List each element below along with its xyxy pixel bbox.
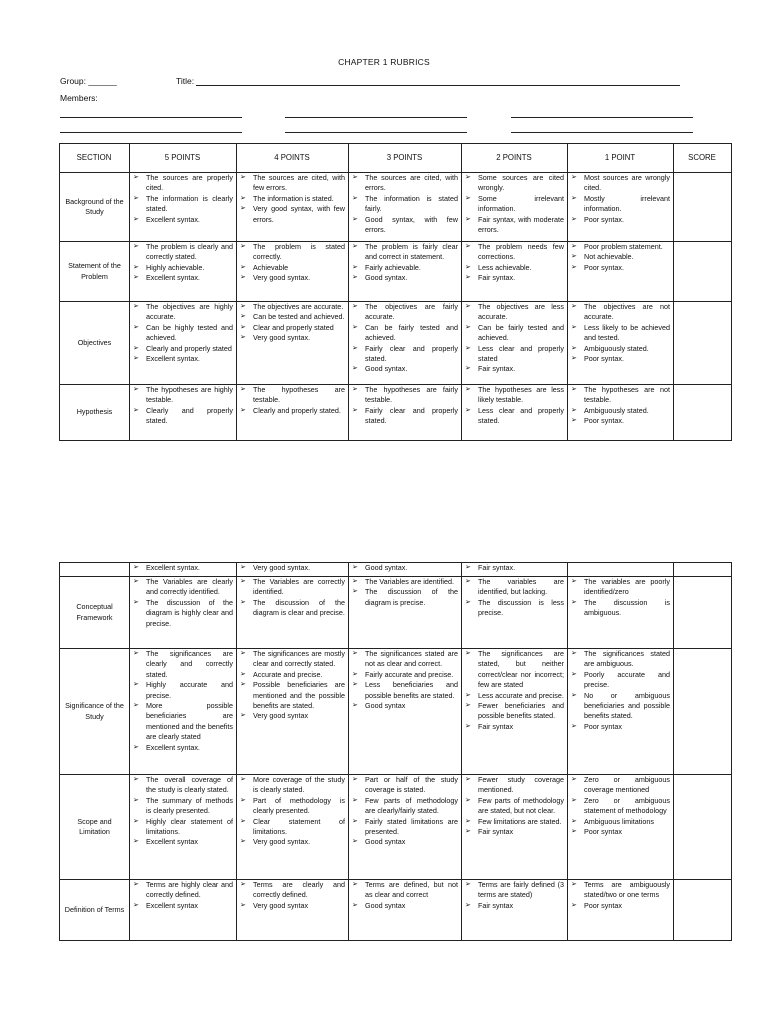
cell-2-points: [462, 302, 568, 385]
criteria-list: [464, 173, 564, 235]
criteria-list: [351, 242, 458, 284]
criteria-item: ➢ Fair syntax: [464, 827, 564, 837]
criteria-item: ➢ Ambiguously stated.: [570, 406, 670, 416]
header-4-points: 4 POINTS: [237, 144, 349, 173]
table-row: [60, 563, 732, 577]
section-name: Background of the Study: [60, 173, 130, 242]
criteria-item: ➢ Terms are highly clear and correctly defined.: [132, 880, 233, 901]
criteria-item: ➢ The objectives are highly accurate.: [132, 302, 233, 323]
criteria-list: [570, 385, 670, 427]
section-name: Statement of the Problem: [60, 242, 130, 302]
criteria-item: ➢ Fair syntax.: [464, 273, 564, 283]
criteria-item: ➢ Possible beneficiaries are mentioned and the possible benefits are stated.: [239, 680, 345, 711]
member-line-4: [60, 132, 242, 133]
criteria-item: ➢ Good syntax.: [351, 273, 458, 283]
member-line-5: [285, 132, 467, 133]
cell-2-points: [462, 880, 568, 941]
title-line: [196, 85, 680, 86]
criteria-item: ➢ Less accurate and precise.: [464, 691, 564, 701]
cell-1-point: [568, 385, 674, 441]
criteria-item: ➢ The summary of methods is clearly presented.: [132, 796, 233, 817]
criteria-list: [239, 302, 345, 344]
cell-1-point: [568, 775, 674, 880]
cell-2-points: [462, 242, 568, 302]
criteria-item: ➢ Very good syntax: [239, 901, 345, 911]
criteria-list: [132, 302, 233, 364]
criteria-item: ➢ The discussion of the diagram is highly clear and precise.: [132, 598, 233, 629]
criteria-item: ➢ Fair syntax: [464, 722, 564, 732]
criteria-list: [464, 577, 564, 619]
criteria-item: ➢ Very good syntax.: [239, 273, 345, 283]
table-row: [60, 242, 732, 302]
cell-1-point: [568, 649, 674, 775]
table-row: [60, 173, 732, 242]
table-row: [60, 775, 732, 880]
criteria-item: ➢ Fair syntax, with moderate errors.: [464, 215, 564, 236]
table-row: [60, 302, 732, 385]
section-name: Definition of Terms: [60, 880, 130, 941]
criteria-item: ➢ The discussion of the diagram is clear and precise.: [239, 598, 345, 619]
header-1-point: 1 POINT: [568, 144, 674, 173]
cell-4-points: [237, 563, 349, 577]
criteria-item: ➢ Good syntax.: [351, 563, 458, 573]
cell-5-points: [130, 173, 237, 242]
criteria-item: ➢ Terms are ambiguously stated/two or one terms: [570, 880, 670, 901]
cell-1-point: [568, 173, 674, 242]
criteria-list: [239, 563, 345, 573]
criteria-item: ➢ The information is stated.: [239, 194, 345, 204]
criteria-list: [239, 173, 345, 225]
cell-4-points: [237, 775, 349, 880]
criteria-item: ➢ Ambiguous limitations: [570, 817, 670, 827]
criteria-item: ➢ Accurate and precise.: [239, 670, 345, 680]
criteria-item: ➢ Highly clear statement of limitations.: [132, 817, 233, 838]
criteria-list: [132, 242, 233, 284]
criteria-item: ➢ Good syntax: [351, 701, 458, 711]
criteria-list: [239, 385, 345, 416]
score-cell[interactable]: [674, 563, 732, 577]
criteria-item: ➢ Fairly achievable.: [351, 263, 458, 273]
criteria-item: ➢ Very good syntax.: [239, 563, 345, 573]
criteria-list: [132, 649, 233, 753]
criteria-item: ➢ The variables are identified, but lacking.: [464, 577, 564, 598]
cell-4-points: [237, 880, 349, 941]
criteria-list: [132, 563, 233, 573]
criteria-item: ➢ Part or half of the study coverage is stated.: [351, 775, 458, 796]
criteria-item: ➢ Excellent syntax.: [132, 354, 233, 364]
criteria-item: ➢ Poor syntax.: [570, 416, 670, 426]
cell-5-points: [130, 385, 237, 441]
criteria-item: ➢ Very good syntax: [239, 711, 345, 721]
cell-4-points: [237, 173, 349, 242]
score-cell[interactable]: [674, 649, 732, 775]
criteria-item: ➢ The problem is fairly clear and correct in statement.: [351, 242, 458, 263]
criteria-item: ➢ Terms are fairly defined (3 terms are stated): [464, 880, 564, 901]
table-row: [60, 577, 732, 649]
criteria-item: ➢ The problem is clearly and correctly stated.: [132, 242, 233, 263]
cell-3-points: [349, 563, 462, 577]
criteria-item: ➢ The hypotheses are less likely testable.: [464, 385, 564, 406]
score-cell[interactable]: [674, 302, 732, 385]
criteria-item: ➢ Fairly accurate and precise.: [351, 670, 458, 680]
criteria-list: [570, 880, 670, 911]
criteria-item: ➢ Fairly clear and properly stated.: [351, 344, 458, 365]
criteria-item: ➢ The sources are properly cited.: [132, 173, 233, 194]
score-cell[interactable]: [674, 775, 732, 880]
criteria-item: ➢ The significances are stated, but neither correct/clear nor incorrect; few are stated: [464, 649, 564, 691]
cell-3-points: [349, 577, 462, 649]
criteria-item: ➢ The information is stated fairly.: [351, 194, 458, 215]
criteria-list: [351, 880, 458, 911]
criteria-item: ➢ The hypotheses are highly testable.: [132, 385, 233, 406]
criteria-list: [132, 880, 233, 911]
section-name: Hypothesis: [60, 385, 130, 441]
criteria-list: [351, 563, 458, 573]
criteria-list: [570, 775, 670, 837]
criteria-item: ➢ The discussion of the diagram is precise.: [351, 587, 458, 608]
criteria-list: [239, 649, 345, 722]
criteria-item: ➢ Poor syntax: [570, 827, 670, 837]
criteria-item: ➢ Poor syntax: [570, 722, 670, 732]
criteria-list: [132, 173, 233, 225]
criteria-item: ➢ The hypotheses are not testable.: [570, 385, 670, 406]
criteria-item: ➢ Excellent syntax: [132, 901, 233, 911]
cell-2-points: [462, 385, 568, 441]
criteria-item: ➢ Excellent syntax.: [132, 215, 233, 225]
criteria-item: ➢ The sources are cited, with errors.: [351, 173, 458, 194]
criteria-item: ➢ Clearly and properly stated: [132, 344, 233, 354]
cell-2-points: [462, 649, 568, 775]
criteria-item: ➢ Good syntax: [351, 901, 458, 911]
title-field: [176, 76, 680, 86]
criteria-list: [570, 577, 670, 619]
criteria-item: ➢ Less clear and properly stated: [464, 344, 564, 365]
criteria-item: ➢ The variables are poorly identified/zero: [570, 577, 670, 598]
header-score: SCORE: [674, 144, 732, 173]
criteria-item: ➢ The information is clearly stated.: [132, 194, 233, 215]
score-cell[interactable]: [674, 880, 732, 941]
group-field: [60, 76, 117, 86]
score-cell[interactable]: [674, 385, 732, 441]
criteria-item: ➢ The objectives are fairly accurate.: [351, 302, 458, 323]
criteria-list: [239, 880, 345, 911]
header-section: SECTION: [60, 144, 130, 173]
criteria-item: ➢ Can be fairly tested and achieved.: [464, 323, 564, 344]
cell-2-points: [462, 563, 568, 577]
criteria-item: ➢ Can be fairly tested and achieved.: [351, 323, 458, 344]
header-row: [60, 144, 732, 173]
criteria-item: ➢ The discussion is less precise.: [464, 598, 564, 619]
criteria-list: [570, 242, 670, 273]
criteria-item: ➢ Clearly and properly stated.: [239, 406, 345, 416]
cell-5-points: [130, 577, 237, 649]
cell-5-points: [130, 242, 237, 302]
group-label: Group: ______: [60, 76, 117, 86]
section-name: Scope and Limitation: [60, 775, 130, 880]
criteria-item: ➢ Fair syntax.: [464, 364, 564, 374]
criteria-list: [351, 173, 458, 235]
criteria-item: ➢ Less clear and properly stated.: [464, 406, 564, 427]
criteria-item: ➢ Terms are defined, but not as clear and correct: [351, 880, 458, 901]
table-row: [60, 385, 732, 441]
member-line-6: [511, 132, 693, 133]
criteria-list: [239, 577, 345, 619]
criteria-item: ➢ Fairly clear and properly stated.: [351, 406, 458, 427]
criteria-item: ➢ Poor syntax.: [570, 263, 670, 273]
criteria-list: [351, 649, 458, 711]
criteria-item: ➢ The discussion is ambiguous.: [570, 598, 670, 619]
criteria-item: ➢ The Variables are correctly identified.: [239, 577, 345, 598]
criteria-list: [351, 577, 458, 608]
cell-5-points: [130, 775, 237, 880]
criteria-item: ➢ Few parts of methodology are clearly/fairly stated.: [351, 796, 458, 817]
criteria-item: ➢ Highly achievable.: [132, 263, 233, 273]
criteria-item: ➢ The Variables are identified.: [351, 577, 458, 587]
cell-1-point: [568, 302, 674, 385]
criteria-item: ➢ Very good syntax, with few errors.: [239, 204, 345, 225]
criteria-item: ➢ Part of methodology is clearly presented.: [239, 796, 345, 817]
criteria-item: ➢ The hypotheses are fairly testable.: [351, 385, 458, 406]
criteria-item: ➢ The sources are cited, with few errors.: [239, 173, 345, 194]
cell-3-points: [349, 385, 462, 441]
criteria-list: [570, 302, 670, 364]
criteria-item: ➢ Poor problem statement.: [570, 242, 670, 252]
table-row: [60, 649, 732, 775]
cell-5-points: [130, 649, 237, 775]
criteria-list: [132, 775, 233, 848]
criteria-item: ➢ Ambiguously stated.: [570, 344, 670, 354]
criteria-item: ➢ Some irrelevant information.: [464, 194, 564, 215]
cell-4-points: [237, 649, 349, 775]
criteria-item: ➢ Excellent syntax.: [132, 743, 233, 753]
score-cell[interactable]: [674, 242, 732, 302]
criteria-item: ➢ The significances are mostly clear and correctly stated.: [239, 649, 345, 670]
criteria-item: ➢ Fewer study coverage mentioned.: [464, 775, 564, 796]
page-title: CHAPTER 1 RUBRICS: [338, 57, 430, 67]
header-5-points: 5 POINTS: [130, 144, 237, 173]
criteria-list: [464, 302, 564, 375]
criteria-item: ➢ More coverage of the study is clearly stated.: [239, 775, 345, 796]
cell-4-points: [237, 242, 349, 302]
cell-1-point: [568, 577, 674, 649]
criteria-item: ➢ Few limitations are stated.: [464, 817, 564, 827]
section-name: Significance of the Study: [60, 649, 130, 775]
criteria-item: ➢ Less achievable.: [464, 263, 564, 273]
criteria-list: [351, 775, 458, 848]
cell-3-points: [349, 302, 462, 385]
cell-2-points: [462, 775, 568, 880]
criteria-list: [464, 649, 564, 732]
criteria-item: ➢ The objectives are not accurate.: [570, 302, 670, 323]
criteria-item: ➢ Excellent syntax.: [132, 563, 233, 573]
criteria-item: ➢ The significances stated are ambiguous.: [570, 649, 670, 670]
criteria-item: ➢ The significances are clearly and correctly stated.: [132, 649, 233, 680]
cell-2-points: [462, 173, 568, 242]
criteria-list: [132, 577, 233, 629]
member-line-1: [60, 117, 242, 118]
criteria-item: ➢ Good syntax: [351, 837, 458, 847]
cell-1-point: [568, 563, 674, 577]
criteria-item: ➢ Less beneficiaries and possible benefits are stated.: [351, 680, 458, 701]
criteria-item: ➢ Can be tested and achieved.: [239, 312, 345, 322]
criteria-item: ➢ Zero or ambiguous statement of methodology: [570, 796, 670, 817]
criteria-list: [464, 563, 564, 573]
section-name: [60, 563, 130, 577]
criteria-list: [239, 242, 345, 284]
score-cell[interactable]: [674, 577, 732, 649]
criteria-item: ➢ Poor syntax.: [570, 215, 670, 225]
member-line-3: [511, 117, 693, 118]
cell-3-points: [349, 775, 462, 880]
criteria-item: ➢ The Variables are clearly and correctly identified.: [132, 577, 233, 598]
header-3-points: 3 POINTS: [349, 144, 462, 173]
cell-3-points: [349, 880, 462, 941]
criteria-item: ➢ Good syntax, with few errors.: [351, 215, 458, 236]
criteria-item: ➢ Excellent syntax.: [132, 273, 233, 283]
criteria-list: [570, 173, 670, 225]
criteria-item: ➢ Poor syntax.: [570, 354, 670, 364]
criteria-item: ➢ Very good syntax.: [239, 837, 345, 847]
criteria-list: [464, 880, 564, 911]
criteria-item: ➢ The problem is stated correctly.: [239, 242, 345, 263]
criteria-item: ➢ Good syntax.: [351, 364, 458, 374]
criteria-item: ➢ Excellent syntax: [132, 837, 233, 847]
cell-5-points: [130, 880, 237, 941]
criteria-item: ➢ Not achievable.: [570, 252, 670, 262]
criteria-item: ➢ Some sources are cited wrongly.: [464, 173, 564, 194]
criteria-list: [132, 385, 233, 427]
criteria-item: ➢ Fair syntax: [464, 901, 564, 911]
cell-3-points: [349, 649, 462, 775]
criteria-item: ➢ Highly accurate and precise.: [132, 680, 233, 701]
criteria-item: ➢ The overall coverage of the study is clearly stated.: [132, 775, 233, 796]
criteria-item: ➢ Less likely to be achieved and tested.: [570, 323, 670, 344]
cell-3-points: [349, 173, 462, 242]
criteria-item: ➢ No or ambiguous beneficiaries and possible benefits stated.: [570, 691, 670, 722]
member-line-2: [285, 117, 467, 118]
rubric-table-1: [59, 143, 732, 441]
criteria-item: ➢ Poorly accurate and precise.: [570, 670, 670, 691]
criteria-list: [239, 775, 345, 848]
criteria-item: ➢ Poor syntax: [570, 901, 670, 911]
members-label: Members:: [60, 93, 98, 103]
cell-4-points: [237, 302, 349, 385]
cell-4-points: [237, 385, 349, 441]
criteria-item: ➢ Mostly irrelevant information.: [570, 194, 670, 215]
criteria-item: ➢ Most sources are wrongly cited.: [570, 173, 670, 194]
criteria-item: ➢ Terms are clearly and correctly defined.: [239, 880, 345, 901]
header-2-points: 2 POINTS: [462, 144, 568, 173]
criteria-list: [464, 775, 564, 837]
score-cell[interactable]: [674, 173, 732, 242]
cell-3-points: [349, 242, 462, 302]
cell-5-points: [130, 302, 237, 385]
criteria-list: [464, 242, 564, 284]
criteria-item: ➢ Clearly and properly stated.: [132, 406, 233, 427]
criteria-item: ➢ Clear and properly stated: [239, 323, 345, 333]
section-name: Objectives: [60, 302, 130, 385]
cell-2-points: [462, 577, 568, 649]
section-name: Conceptual Framework: [60, 577, 130, 649]
criteria-list: [464, 385, 564, 427]
cell-4-points: [237, 577, 349, 649]
criteria-item: ➢ The problem needs few corrections.: [464, 242, 564, 263]
criteria-list: [351, 302, 458, 375]
criteria-item: ➢ The objectives are less accurate.: [464, 302, 564, 323]
criteria-item: ➢ Very good syntax.: [239, 333, 345, 343]
criteria-item: ➢ Zero or ambiguous coverage mentioned: [570, 775, 670, 796]
criteria-item: ➢ Fair syntax.: [464, 563, 564, 573]
criteria-item: ➢ Achievable: [239, 263, 345, 273]
cell-1-point: [568, 242, 674, 302]
criteria-item: ➢ Can be highly tested and achieved.: [132, 323, 233, 344]
cell-5-points: [130, 563, 237, 577]
criteria-item: ➢ More possible beneficiaries are mentioned and the benefits are clearly stated: [132, 701, 233, 743]
table-row: [60, 880, 732, 941]
rubric-table-2: [59, 562, 732, 941]
criteria-item: ➢ Few parts of methodology are stated, but not clear.: [464, 796, 564, 817]
cell-1-point: [568, 880, 674, 941]
criteria-list: [351, 385, 458, 427]
criteria-list: [570, 649, 670, 732]
criteria-item: ➢ The significances stated are not as clear and correct.: [351, 649, 458, 670]
criteria-item: ➢ The hypotheses are testable.: [239, 385, 345, 406]
criteria-item: ➢ Fairly stated limitations are presented.: [351, 817, 458, 838]
criteria-item: ➢ Fewer beneficiaries and possible benefits stated.: [464, 701, 564, 722]
criteria-item: ➢ Clear statement of limitations.: [239, 817, 345, 838]
title-label: Title:: [176, 76, 197, 86]
criteria-item: ➢ The objectives are accurate.: [239, 302, 345, 312]
